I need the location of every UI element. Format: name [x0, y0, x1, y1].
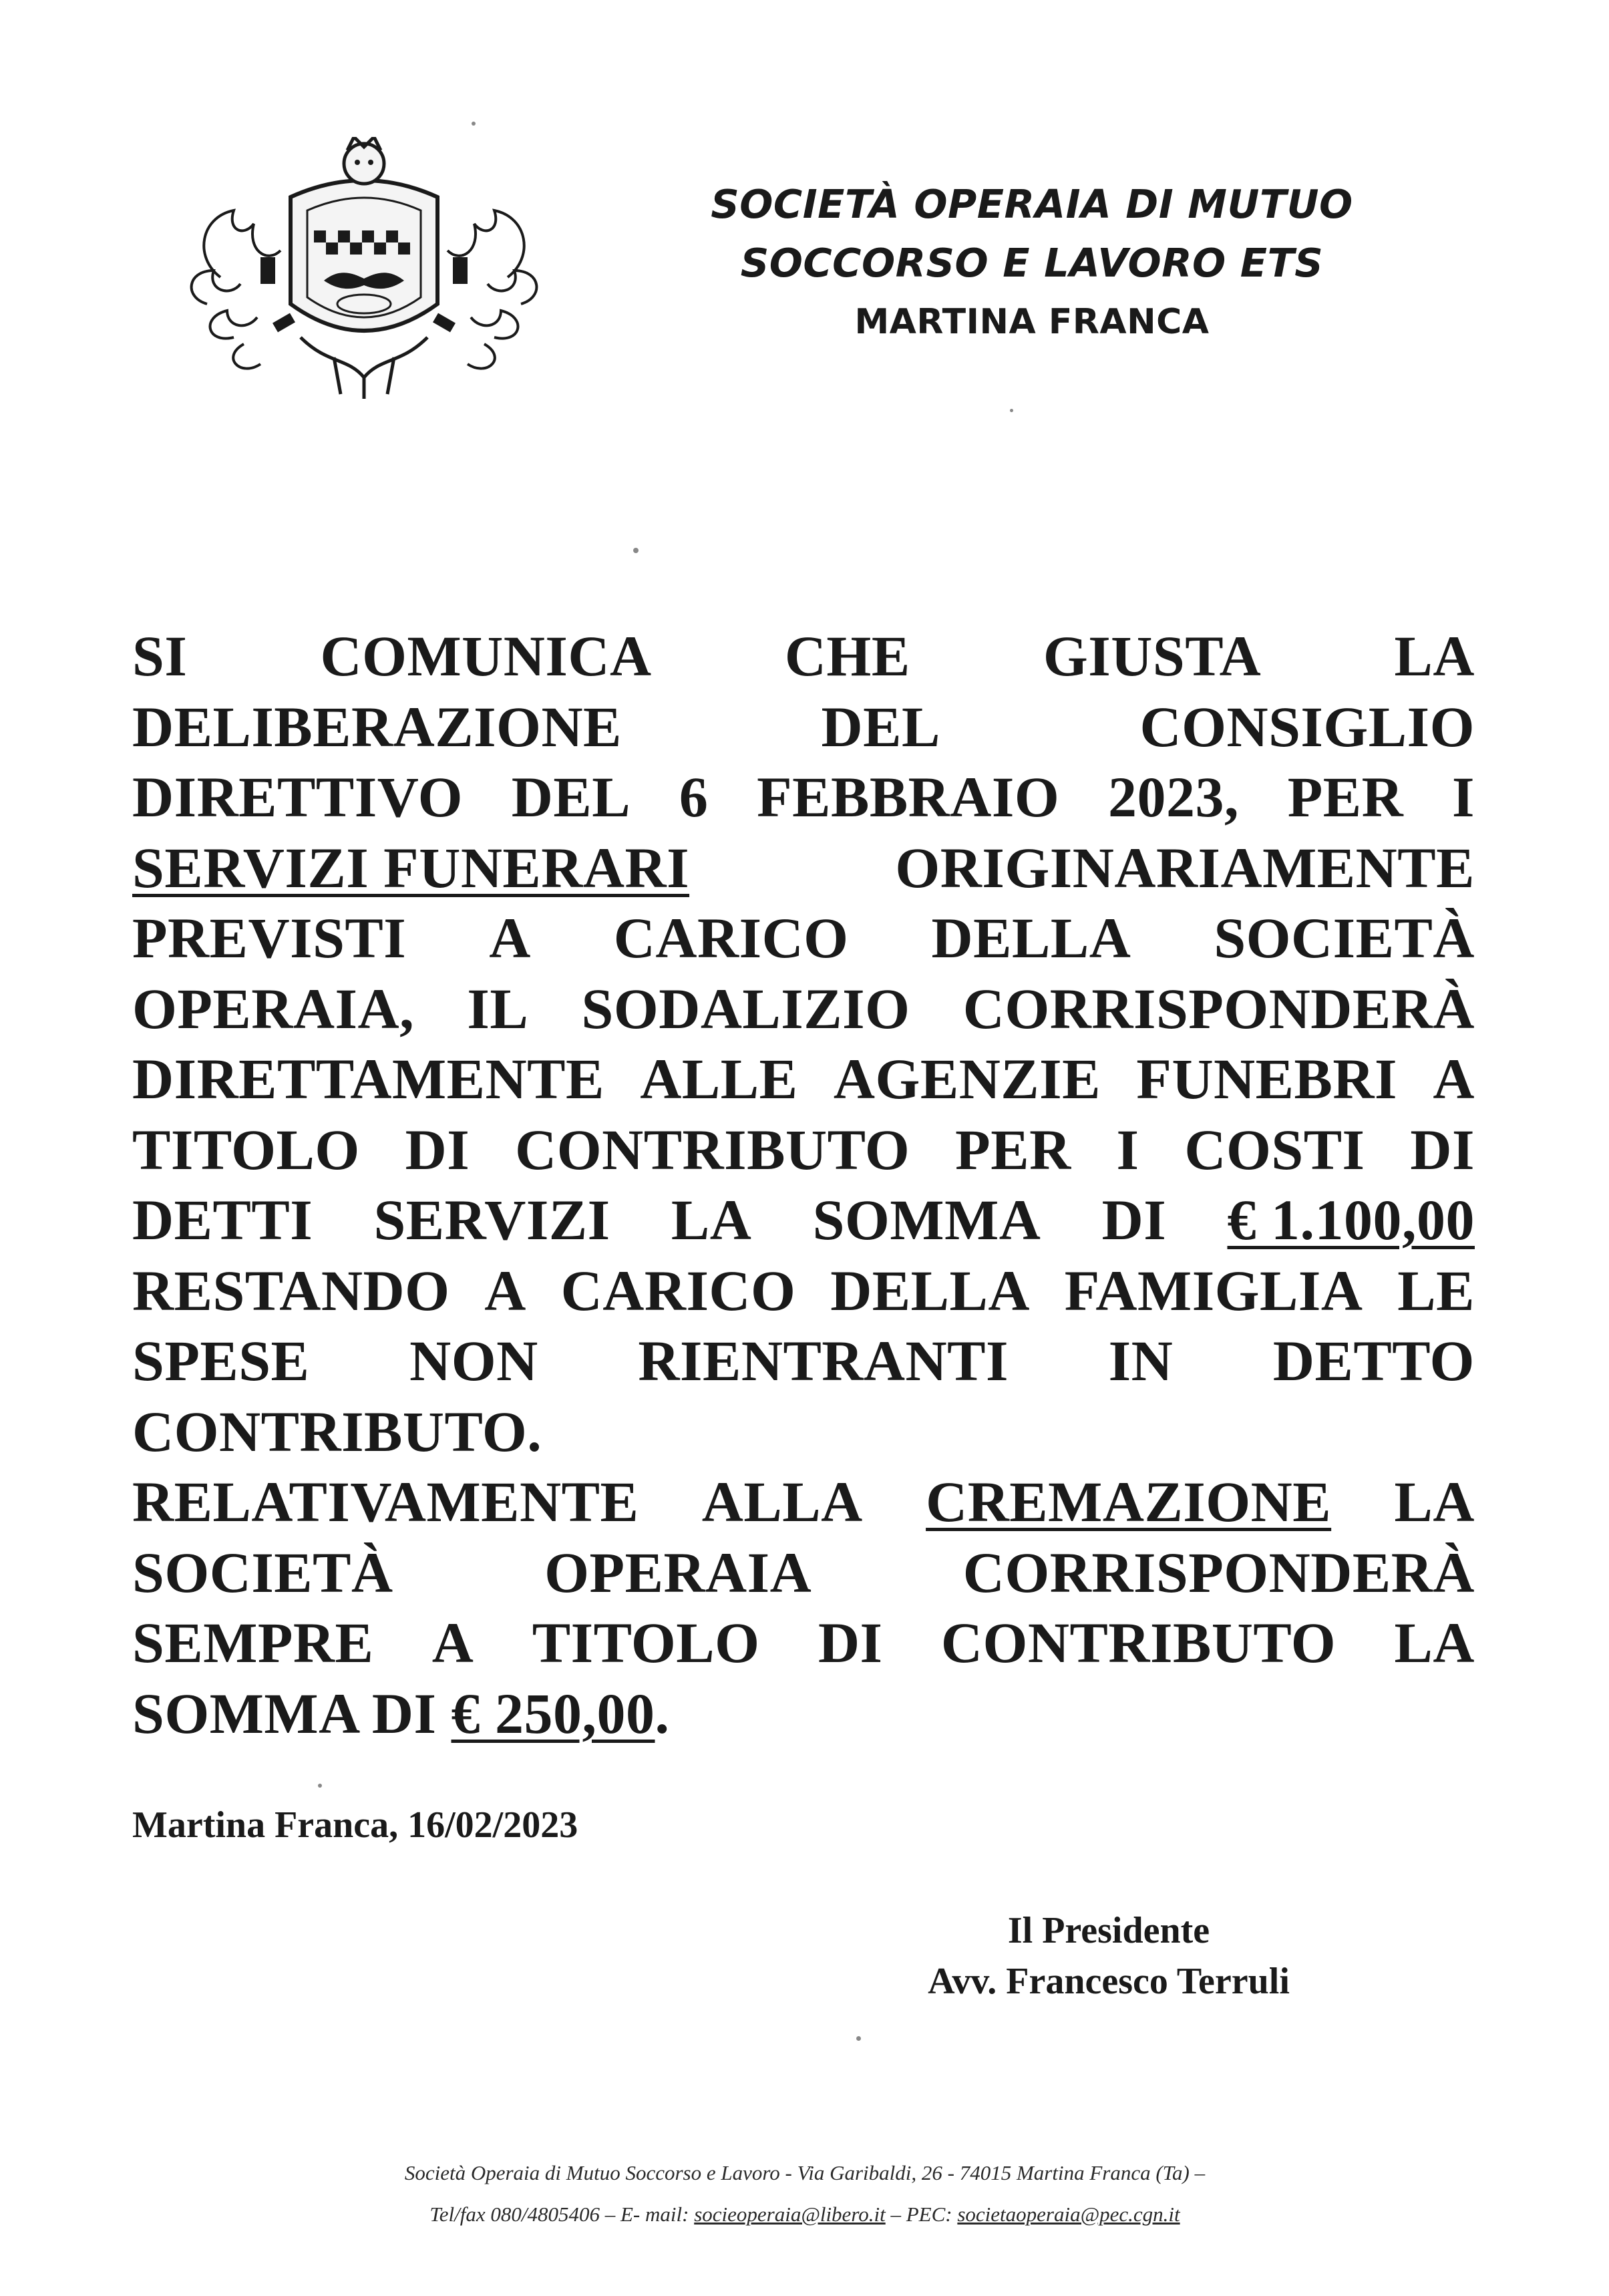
signer-role: Il Presidente — [1007, 1910, 1210, 1951]
org-name-line1: SOCIETÀ OPERAIA DI MUTUO — [711, 181, 1353, 227]
scan-speck — [318, 1784, 322, 1788]
notice-line: CONTRIBUTO. — [132, 1399, 542, 1464]
notice-line: DIRETTIVO DEL 6 FEBBRAIO 2023, PER I — [132, 765, 1475, 829]
notice-line: TITOLO DI CONTRIBUTO PER I COSTI DI — [132, 1117, 1475, 1182]
cremation-emphasis: CREMAZIONE — [926, 1470, 1332, 1534]
notice-line: SOMMA DI € 250,00 . — [132, 1679, 1475, 1750]
notice-line: SOCIETÀ OPERAIA CORRISPONDERÀ — [132, 1540, 1475, 1605]
footer-contacts — [240, 2152, 1369, 2235]
footer-address: Società Operaia di Mutuo Soccorso e Lavoro - Via Garibaldi, 26 - 74015 Martina Franca (Ta) – — [404, 2161, 1206, 2184]
scan-speck — [856, 2036, 861, 2041]
notice-line: SEMPRE A TITOLO DI CONTRIBUTO LA — [132, 1611, 1475, 1675]
notice-line: OPERAIA, IL SODALIZIO CORRISPONDERÀ — [132, 976, 1475, 1041]
notice-line: RESTANDO A CARICO DELLA FAMIGLIA LE — [132, 1258, 1475, 1323]
scan-speck — [1010, 409, 1013, 412]
notice-line: DIRETTAMENTE ALLE AGENZIE FUNEBRI A — [132, 1047, 1475, 1111]
notice-line: DETTI SERVIZI LA SOMMA DI € 1.100,00 — [132, 1185, 1475, 1256]
pec-link[interactable]: societaoperaia@pec.cgn.it — [957, 2202, 1180, 2226]
footer-contact-line: Tel/fax 080/4805406 – E- mail: socieoperaia@libero.it – PEC: societaoperaia@pec.cgn.it — [429, 2202, 1180, 2226]
notice-line: SPESE NON RIENTRANTI IN DETTO — [132, 1329, 1475, 1393]
funeral-services-emphasis: SERVIZI FUNERARI — [132, 835, 690, 900]
signer-name: Avv. Francesco Terruli — [928, 1961, 1290, 2002]
notice-line: RELATIVAMENTE ALLA CREMAZIONE LA — [132, 1467, 1475, 1538]
notice-body — [132, 621, 1475, 1749]
org-name-line2: SOCCORSO E LAVORO ETS — [740, 240, 1324, 286]
place-and-date: Martina Franca, 16/02/2023 — [132, 1804, 578, 1846]
notice-line: SI COMUNICA CHE GIUSTA LA — [132, 624, 1475, 688]
notice-line: PREVISTI A CARICO DELLA SOCIETÀ — [132, 906, 1475, 970]
org-city: MARTINA FRANCA — [854, 302, 1210, 342]
society-crest-icon — [180, 137, 548, 401]
funeral-contribution-amount: € 1.100,00 — [1227, 1188, 1475, 1252]
email-link[interactable]: socieoperaia@libero.it — [694, 2202, 886, 2226]
notice-line: DELIBERAZIONE DEL CONSIGLIO — [132, 694, 1475, 759]
cremation-contribution-amount: € 250,00 — [451, 1681, 655, 1746]
scan-speck — [633, 548, 639, 553]
notice-line: SERVIZI FUNERARI ORIGINARIAMENTE — [132, 833, 1475, 904]
signature-block — [868, 1905, 1349, 2007]
organization-header — [668, 175, 1396, 351]
scan-speck — [472, 122, 476, 126]
